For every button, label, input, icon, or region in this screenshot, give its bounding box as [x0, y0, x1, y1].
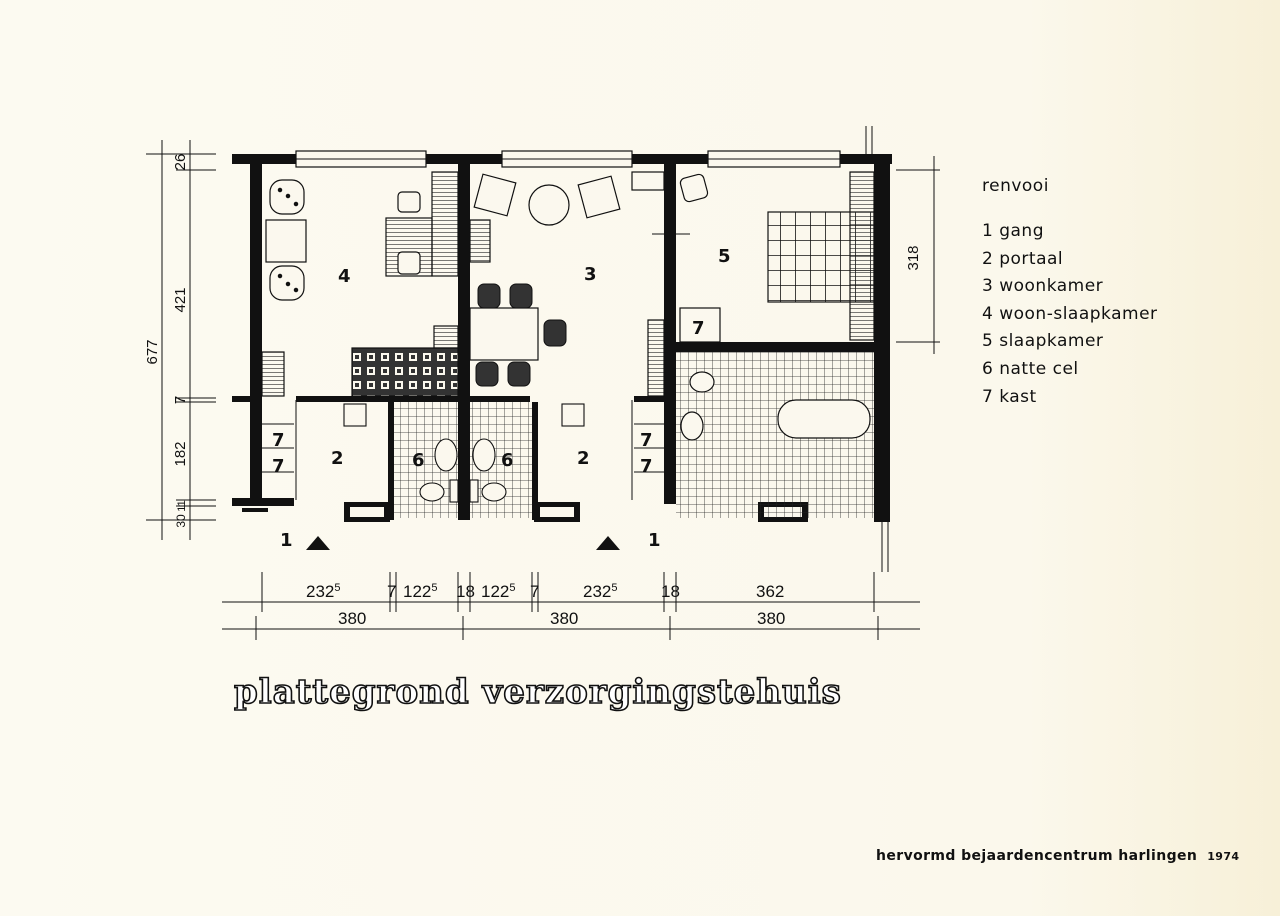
armchair-icon — [578, 176, 620, 218]
washbasin-icon — [473, 439, 495, 471]
room-label: 1 — [648, 530, 661, 551]
room-label: 5 — [718, 246, 731, 267]
washbasin-icon — [681, 412, 703, 440]
room-label: 2 — [331, 448, 344, 469]
corridor-wall-b — [470, 396, 530, 402]
entrance-arrow-icon — [596, 536, 620, 550]
room-label: 7 — [640, 430, 653, 451]
room-label: 7 — [272, 430, 285, 451]
dim-label: $232^5$ — [306, 582, 341, 601]
room-label: 7 — [640, 456, 653, 477]
entrance-arrow-icon — [306, 536, 330, 550]
dim-label: 318 — [905, 245, 922, 271]
legend-item: 6 natte cel — [982, 358, 1079, 379]
legend-item: 5 slaapkamer — [982, 331, 1104, 352]
legend-item: 1 gang — [982, 221, 1044, 241]
chair-icon — [679, 173, 708, 202]
cabinet-icon — [432, 172, 458, 276]
footer-text: hervormd bejaardencentrum harlingen — [876, 848, 1198, 864]
wardrobe-icon — [850, 172, 874, 340]
chair-icon — [398, 252, 420, 274]
legend — [982, 176, 1158, 411]
room-label: 6 — [412, 450, 425, 471]
dim-label: 26 — [172, 153, 189, 171]
room-middle-furniture — [470, 172, 664, 396]
legend-item: 3 woonkamer — [982, 276, 1104, 297]
bookcase-icon — [648, 320, 664, 396]
dim-label: $232^5$ — [583, 582, 618, 601]
room-left-furniture — [262, 172, 458, 396]
party-wall-mid — [458, 164, 470, 520]
legend-title: renvooi — [982, 176, 1049, 196]
dim-label: 380 — [338, 609, 367, 628]
washbasin-icon — [435, 439, 457, 471]
table-icon — [266, 220, 306, 262]
legend-item: 7 kast — [982, 386, 1037, 407]
dim-label: 677 — [144, 339, 161, 365]
dim-label: 362 — [756, 582, 785, 601]
dim-label: 182 — [172, 441, 189, 467]
room-label: 7 — [272, 456, 285, 477]
dim-label: 18 — [661, 582, 680, 601]
drawing-title: plattegrond verzorgingstehuis — [234, 672, 842, 712]
horizontal-dimension-labels — [306, 582, 785, 628]
bedroom-wall — [676, 342, 876, 352]
dim-label: 30 — [174, 514, 188, 528]
legend-item: 2 portaal — [982, 248, 1064, 269]
room-label: 7 — [692, 318, 705, 339]
dining-table-icon — [470, 308, 538, 360]
rug-icon — [352, 348, 458, 396]
dim-label: $122^5$ — [403, 582, 438, 601]
chair-icon — [398, 192, 420, 212]
room-label: 3 — [584, 264, 597, 285]
room-label: 6 — [501, 450, 514, 471]
front-wall-left — [232, 498, 294, 506]
room-label: 1 — [280, 530, 293, 551]
entrance-arrows — [306, 536, 620, 550]
toilet-icon — [482, 483, 506, 501]
footer-year: 1974 — [1207, 850, 1240, 863]
room-label: 4 — [338, 266, 351, 287]
dim-label: 421 — [172, 287, 189, 313]
dim-label: 7 — [387, 582, 397, 601]
dim-label: 7 — [172, 395, 189, 405]
room-label: 2 — [577, 448, 590, 469]
legend-item: 4 woon-slaapkamer — [982, 303, 1158, 324]
radiator-icon — [262, 352, 284, 396]
round-table-icon — [529, 185, 569, 225]
right-wall — [874, 160, 890, 522]
dim-label: 380 — [550, 609, 579, 628]
dim-label: $122^5$ — [481, 582, 516, 601]
bathtub-icon — [778, 400, 870, 438]
dim-label: 7 — [530, 582, 540, 601]
toilet-icon — [420, 483, 444, 501]
footer — [876, 848, 1239, 864]
toilet-icon — [690, 372, 714, 392]
dim-label: 11 — [176, 500, 188, 512]
dim-label: 18 — [456, 582, 475, 601]
washbasin-icon — [344, 404, 366, 426]
armchair-icon — [474, 174, 516, 216]
corridor-wall-a — [296, 396, 460, 402]
corridor-wall-left — [232, 396, 262, 402]
washbasin-icon — [562, 404, 584, 426]
dim-label: 380 — [757, 609, 786, 628]
corridor-wall-c — [634, 396, 670, 402]
left-wall — [250, 164, 262, 504]
